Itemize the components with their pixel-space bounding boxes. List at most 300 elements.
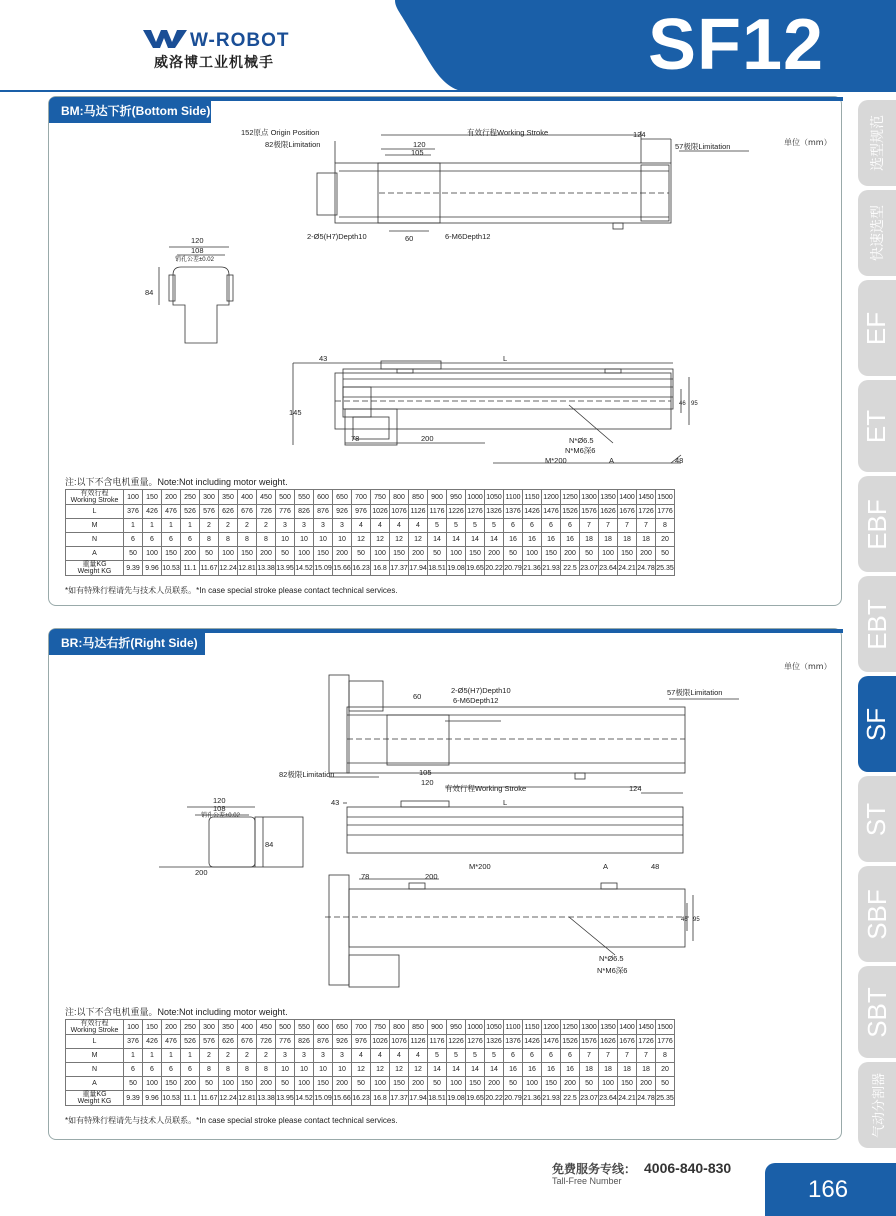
spec-cell: 2: [238, 519, 257, 533]
spec-cell: 150: [314, 547, 333, 561]
spec-cell: 50: [124, 547, 143, 561]
spec-row-header-cn: 重量KG: [82, 1091, 107, 1098]
spec-cell: 800: [390, 490, 409, 505]
spec-cell: 8: [219, 533, 238, 547]
dim-60: 60: [413, 692, 422, 701]
spec-cell: 12.24: [219, 1091, 238, 1106]
spec-cell: 2: [238, 1049, 257, 1063]
spec-cell: 1226: [447, 505, 466, 519]
pin-tolerance-label: 销孔公差±0.02: [201, 813, 240, 819]
limit-82-label: 82极限Limitation: [265, 140, 321, 149]
side-tab-label: SBT: [861, 986, 892, 1038]
side-tab-ef[interactable]: [858, 280, 896, 376]
spec-cell: 19.65: [466, 561, 485, 576]
spec-cell: 1776: [656, 505, 675, 519]
spec-cell: 16.23: [352, 1091, 371, 1106]
spec-cell: 50: [428, 547, 447, 561]
plan-dim-a: A: [609, 456, 615, 465]
spec-cell: 200: [257, 1077, 276, 1091]
spec-cell: 150: [162, 547, 181, 561]
spec-cell: 376: [124, 505, 143, 519]
spec-cell: 200: [409, 1077, 428, 1091]
spec-cell: 16: [542, 533, 561, 547]
spec-row-header-cn: L: [92, 1038, 97, 1045]
side-tab-label: EBT: [861, 598, 892, 650]
spec-cell: 12.24: [219, 561, 238, 576]
spec-cell: 10: [314, 1063, 333, 1077]
spec-cell: 8: [200, 1063, 219, 1077]
side-tab-label: EBF: [861, 498, 892, 550]
spec-cell: 900: [428, 1020, 447, 1035]
spec-row-header-en: Weight KG: [77, 568, 112, 575]
spec-cell: 8: [257, 533, 276, 547]
spec-cell: 1376: [504, 505, 523, 519]
side-tab-label: ET: [861, 409, 892, 443]
spec-cell: 900: [428, 490, 447, 505]
spec-cell: 16: [523, 533, 542, 547]
spec-table: [65, 489, 675, 576]
spec-cell: 7: [599, 1049, 618, 1063]
spec-cell: 1676: [618, 505, 637, 519]
section-title: BR:马达右折(Right Side): [49, 629, 205, 655]
section-title-rule: [199, 97, 843, 101]
spec-cell: 8: [656, 519, 675, 533]
side-tab-pneumatic-indexer[interactable]: [858, 1062, 896, 1148]
spec-cell: 15.09: [314, 1091, 333, 1106]
spec-cell: 14: [428, 1063, 447, 1077]
spec-cell: 5: [428, 1049, 447, 1063]
spec-cell: 50: [200, 1077, 219, 1091]
spec-cell: 22.5: [561, 561, 580, 576]
spec-cell: 100: [371, 547, 390, 561]
unit-label: 单位（mm）: [784, 662, 832, 671]
side-tab-st[interactable]: [858, 776, 896, 862]
plan-dim-78: 78: [351, 434, 360, 443]
spec-cell: 20: [656, 533, 675, 547]
tap-hole-label: 6-M6Depth12: [453, 696, 499, 705]
spec-cell: 23.64: [599, 561, 618, 576]
spec-row: [66, 1035, 675, 1049]
spec-cell: 14: [428, 533, 447, 547]
spec-cell: 2: [219, 519, 238, 533]
origin-position-label: 152原点 Origin Position: [241, 128, 320, 137]
spec-cell: 4: [371, 1049, 390, 1063]
spec-cell: 10: [333, 533, 352, 547]
spec-cell: 200: [485, 547, 504, 561]
spec-cell: 18.51: [428, 561, 447, 576]
spec-cell: 3: [276, 1049, 295, 1063]
unit-label: 单位（mm）: [784, 138, 832, 147]
spec-cell: 426: [143, 505, 162, 519]
spec-cell: 12: [409, 1063, 428, 1077]
spec-cell: 626: [219, 505, 238, 519]
spec-cell: 13.95: [276, 561, 295, 576]
spec-cell: 9.96: [143, 1091, 162, 1106]
spec-cell: 1026: [371, 505, 390, 519]
spec-cell: 750: [371, 490, 390, 505]
spec-cell: 8: [219, 1063, 238, 1077]
spec-cell: 850: [409, 1020, 428, 1035]
spec-cell: 526: [181, 505, 200, 519]
spec-cell: 450: [257, 490, 276, 505]
spec-cell: 5: [466, 519, 485, 533]
spec-row-header: [66, 1020, 124, 1035]
side-tab-sf[interactable]: [858, 676, 896, 772]
spec-cell: 24.21: [618, 1091, 637, 1106]
side-tab-ebf[interactable]: [858, 476, 896, 572]
spec-cell: 9.96: [143, 561, 162, 576]
spec-table-body: [66, 490, 675, 576]
spec-cell: 650: [333, 490, 352, 505]
spec-row: [66, 561, 675, 576]
spec-cell: 18: [637, 533, 656, 547]
spec-cell: 1726: [637, 505, 656, 519]
spec-cell: 6: [143, 1063, 162, 1077]
spec-cell: 25.35: [656, 561, 675, 576]
spec-cell: 1676: [618, 1035, 637, 1049]
spec-cell: 200: [637, 547, 656, 561]
spec-cell: 16: [561, 1063, 580, 1077]
spec-cell: 200: [162, 1020, 181, 1035]
pin-hole-label: 2-Ø5(H7)Depth10: [307, 232, 367, 241]
spec-cell: 600: [314, 1020, 333, 1035]
spec-cell: 7: [618, 1049, 637, 1063]
spec-cell: 1126: [409, 1035, 428, 1049]
spec-cell: 150: [238, 547, 257, 561]
spec-cell: 20.22: [485, 561, 504, 576]
spec-cell: 150: [143, 1020, 162, 1035]
spec-cell: 1300: [580, 1020, 599, 1035]
spec-cell: 150: [466, 547, 485, 561]
spec-cell: 10: [276, 1063, 295, 1077]
spec-cell: 1526: [561, 505, 580, 519]
side-tab-quick-select[interactable]: [858, 190, 896, 276]
spec-cell: 7: [580, 519, 599, 533]
plan-dim-46: 46: [679, 401, 686, 407]
spec-cell: 700: [352, 490, 371, 505]
spec-cell: 3: [295, 519, 314, 533]
spec-cell: 12: [371, 1063, 390, 1077]
spec-cell: 20.22: [485, 1091, 504, 1106]
spec-cell: 14: [466, 1063, 485, 1077]
spec-cell: 10.53: [162, 561, 181, 576]
spec-row-header-cn: 有效行程: [80, 1020, 109, 1027]
spec-cell: 750: [371, 1020, 390, 1035]
side-tab-et[interactable]: [858, 380, 896, 472]
spec-cell: 7: [580, 1049, 599, 1063]
spec-cell: 1200: [542, 1020, 561, 1035]
spec-cell: 1150: [523, 1020, 542, 1035]
spec-cell: 1: [162, 519, 181, 533]
spec-cell: 200: [181, 1077, 200, 1091]
spec-cell: 6: [162, 1063, 181, 1077]
limit-57-label: 57极限Limitation: [675, 142, 731, 151]
side-dim-43: 43: [319, 354, 328, 363]
spec-cell: 2: [200, 1049, 219, 1063]
spec-cell: 17.37: [390, 561, 409, 576]
spec-cell: 50: [504, 1077, 523, 1091]
spec-cell: 3: [295, 1049, 314, 1063]
spec-cell: 4: [390, 519, 409, 533]
spec-cell: 700: [352, 1020, 371, 1035]
spec-cell: 6: [124, 1063, 143, 1077]
spec-cell: 600: [314, 490, 333, 505]
spec-cell: 15.66: [333, 561, 352, 576]
spec-cell: 12: [390, 1063, 409, 1077]
spec-cell: 16: [542, 1063, 561, 1077]
spec-cell: 826: [295, 1035, 314, 1049]
spec-cell: 5: [447, 519, 466, 533]
spec-cell: 1076: [390, 505, 409, 519]
side-tab-label: 快速选型: [869, 205, 885, 261]
wrobot-logo-icon: [143, 28, 189, 50]
spec-cell: 16: [504, 533, 523, 547]
spec-cell: 150: [390, 547, 409, 561]
limit-57-label: 57极限Limitation: [667, 688, 723, 697]
right-plan-drawing: [49, 871, 843, 1007]
spec-cell: 1476: [542, 1035, 561, 1049]
spec-cell: 300: [200, 490, 219, 505]
spec-cell: 6: [504, 519, 523, 533]
spec-cell: 100: [219, 1077, 238, 1091]
spec-cell: 3: [333, 1049, 352, 1063]
spec-cell: 21.36: [523, 1091, 542, 1106]
plan-dim-78: 78: [361, 872, 370, 881]
spec-cell: 400: [238, 1020, 257, 1035]
spec-cell: 100: [124, 1020, 143, 1035]
spec-cell: 11.67: [200, 561, 219, 576]
spec-cell: 12: [409, 533, 428, 547]
hotline-number: 4006-840-830: [644, 1160, 732, 1176]
spec-cell: 1076: [390, 1035, 409, 1049]
side-tab-label: EF: [861, 311, 892, 345]
plan-dim-m200: M*200: [469, 862, 491, 871]
spec-cell: 1726: [637, 1035, 656, 1049]
spec-row: [66, 547, 675, 561]
spec-cell: 500: [276, 490, 295, 505]
spec-cell: 576: [200, 1035, 219, 1049]
spec-row-header-en: Working Stroke: [70, 497, 119, 504]
spec-cell: 800: [390, 1020, 409, 1035]
spec-cell: 20: [656, 1063, 675, 1077]
spec-row-header: [66, 547, 124, 561]
spec-cell: 250: [181, 490, 200, 505]
spec-cell: 16.8: [371, 561, 390, 576]
spec-cell: 16.23: [352, 561, 371, 576]
spec-cell: 11.1: [181, 1091, 200, 1106]
side-tab-ebt[interactable]: [858, 576, 896, 672]
spec-cell: 876: [314, 505, 333, 519]
spec-cell: 200: [162, 490, 181, 505]
spec-cell: 150: [542, 547, 561, 561]
spec-cell: 776: [276, 1035, 295, 1049]
spec-cell: 6: [504, 1049, 523, 1063]
spec-cell: 16: [561, 533, 580, 547]
spec-row-header-cn: A: [92, 1080, 97, 1087]
spec-cell: 21.93: [542, 561, 561, 576]
spec-cell: 17.37: [390, 1091, 409, 1106]
spec-cell: 1176: [428, 1035, 447, 1049]
spec-cell: 150: [162, 1077, 181, 1091]
spec-cell: 11.1: [181, 561, 200, 576]
spec-cell: 200: [561, 1077, 580, 1091]
spec-cell: 500: [276, 1020, 295, 1035]
special-stroke-note: *如有特殊行程请先与技术人员联系。*In case special stroke please contact technical services.: [65, 586, 398, 595]
plan-dim-200: 200: [421, 434, 434, 443]
end-dim-108: 108: [191, 246, 204, 255]
spec-cell: 4: [409, 519, 428, 533]
spec-table-body: [66, 1020, 675, 1106]
spec-row-header-cn: L: [92, 508, 97, 515]
spec-cell: 1500: [656, 490, 675, 505]
spec-cell: 100: [143, 547, 162, 561]
spec-cell: 1526: [561, 1035, 580, 1049]
spec-cell: 1300: [580, 490, 599, 505]
spec-cell: 22.5: [561, 1091, 580, 1106]
spec-cell: 2: [219, 1049, 238, 1063]
spec-cell: 12: [352, 533, 371, 547]
spec-cell: 1250: [561, 1020, 580, 1035]
spec-cell: 14: [447, 1063, 466, 1077]
plan-dim-46: 46: [681, 917, 688, 923]
dim-120: 120: [421, 778, 434, 787]
spec-cell: 1: [181, 1049, 200, 1063]
spec-cell: 8: [656, 1049, 675, 1063]
spec-cell: 19.08: [447, 561, 466, 576]
spec-cell: 5: [485, 1049, 504, 1063]
spec-row-header-cn: M: [91, 522, 98, 529]
spec-cell: 300: [200, 1020, 219, 1035]
side-tab-label: SBF: [861, 888, 892, 940]
spec-cell: 12: [352, 1063, 371, 1077]
spec-cell: 100: [599, 547, 618, 561]
spec-cell: 150: [143, 490, 162, 505]
plan-dim-48: 48: [651, 862, 660, 871]
spec-cell: 426: [143, 1035, 162, 1049]
spec-cell: 4: [352, 519, 371, 533]
weight-note: 注:以下不含电机重量。Note:Not including motor weight.: [65, 1007, 288, 1017]
side-tab-sbt[interactable]: [858, 966, 896, 1058]
plan-dim-a: A: [603, 862, 609, 871]
spec-cell: 350: [219, 490, 238, 505]
spec-cell: 5: [447, 1049, 466, 1063]
spec-cell: 100: [143, 1077, 162, 1091]
spec-cell: 1450: [637, 490, 656, 505]
spec-cell: 7: [637, 1049, 656, 1063]
spec-cell: 200: [333, 547, 352, 561]
spec-cell: 16.8: [371, 1091, 390, 1106]
bottom-plan-drawing: [49, 365, 843, 475]
spec-cell: 50: [352, 547, 371, 561]
spec-cell: 50: [580, 1077, 599, 1091]
spec-cell: 100: [295, 1077, 314, 1091]
spec-cell: 50: [200, 547, 219, 561]
spec-cell: 4: [409, 1049, 428, 1063]
side-tab-label: ST: [861, 802, 892, 836]
spec-cell: 18.51: [428, 1091, 447, 1106]
spec-cell: 476: [162, 505, 181, 519]
spec-cell: 100: [371, 1077, 390, 1091]
dim-124: 124: [629, 784, 642, 793]
spec-row-header: [66, 1077, 124, 1091]
spec-row: [66, 1020, 675, 1035]
spec-row: [66, 505, 675, 519]
spec-row-header-cn: N: [91, 1066, 98, 1073]
spec-cell: 1450: [637, 1020, 656, 1035]
spec-row-header: [66, 505, 124, 519]
spec-cell: 676: [238, 1035, 257, 1049]
plan-dim-95: 95: [693, 917, 700, 923]
pin-hole-label: 2-Ø5(H7)Depth10: [451, 686, 511, 695]
spec-cell: 14.52: [295, 561, 314, 576]
spec-cell: 1276: [466, 1035, 485, 1049]
spec-cell: 1500: [656, 1020, 675, 1035]
spec-cell: 18: [580, 1063, 599, 1077]
spec-cell: 1026: [371, 1035, 390, 1049]
spec-cell: 9.39: [124, 561, 143, 576]
spec-cell: 8: [238, 1063, 257, 1077]
spec-cell: 6: [523, 1049, 542, 1063]
working-stroke-label: 有效行程Working Stroke: [445, 784, 527, 793]
side-tab-sbf[interactable]: [858, 866, 896, 962]
spec-cell: 876: [314, 1035, 333, 1049]
spec-cell: 150: [238, 1077, 257, 1091]
dim-105: 105: [419, 768, 432, 777]
spec-cell: 5: [428, 519, 447, 533]
plan-dim-200: 200: [425, 872, 438, 881]
spec-row: [66, 1063, 675, 1077]
spec-row: [66, 533, 675, 547]
dim-120: 120: [413, 140, 426, 149]
spec-cell: 10: [276, 533, 295, 547]
spec-row: [66, 1049, 675, 1063]
spec-cell: 950: [447, 1020, 466, 1035]
spec-cell: 200: [257, 547, 276, 561]
spec-cell: 1400: [618, 490, 637, 505]
spec-cell: 1200: [542, 490, 561, 505]
spec-cell: 16: [523, 1063, 542, 1077]
spec-cell: 20.79: [504, 561, 523, 576]
spec-cell: 726: [257, 505, 276, 519]
weight-note: 注:以下不含电机重量。Note:Not including motor weight.: [65, 477, 288, 487]
spec-cell: 100: [295, 547, 314, 561]
spec-cell: 1226: [447, 1035, 466, 1049]
spec-cell: 5: [485, 519, 504, 533]
side-tab-selection-guide[interactable]: [858, 100, 896, 186]
spec-cell: 10: [333, 1063, 352, 1077]
hotline-en: Tall-Free Number: [552, 1176, 622, 1186]
spec-row-header: [66, 1091, 124, 1106]
spec-cell: 1326: [485, 505, 504, 519]
spec-cell: 776: [276, 505, 295, 519]
tap-hole-label: 6-M6Depth12: [445, 232, 491, 241]
spec-cell: 950: [447, 490, 466, 505]
spec-cell: 1276: [466, 505, 485, 519]
spec-cell: 450: [257, 1020, 276, 1035]
spec-cell: 926: [333, 1035, 352, 1049]
end-dim-120: 120: [191, 236, 204, 245]
spec-cell: 7: [637, 519, 656, 533]
spec-cell: 14: [447, 533, 466, 547]
spec-cell: 6: [143, 533, 162, 547]
spec-cell: 50: [276, 1077, 295, 1091]
spec-cell: 16: [504, 1063, 523, 1077]
spec-cell: 10.53: [162, 1091, 181, 1106]
spec-row-header: [66, 490, 124, 505]
working-stroke-label: 有效行程Working Stroke: [467, 128, 549, 137]
plan-dim-95: 95: [691, 401, 698, 407]
spec-cell: 7: [618, 519, 637, 533]
